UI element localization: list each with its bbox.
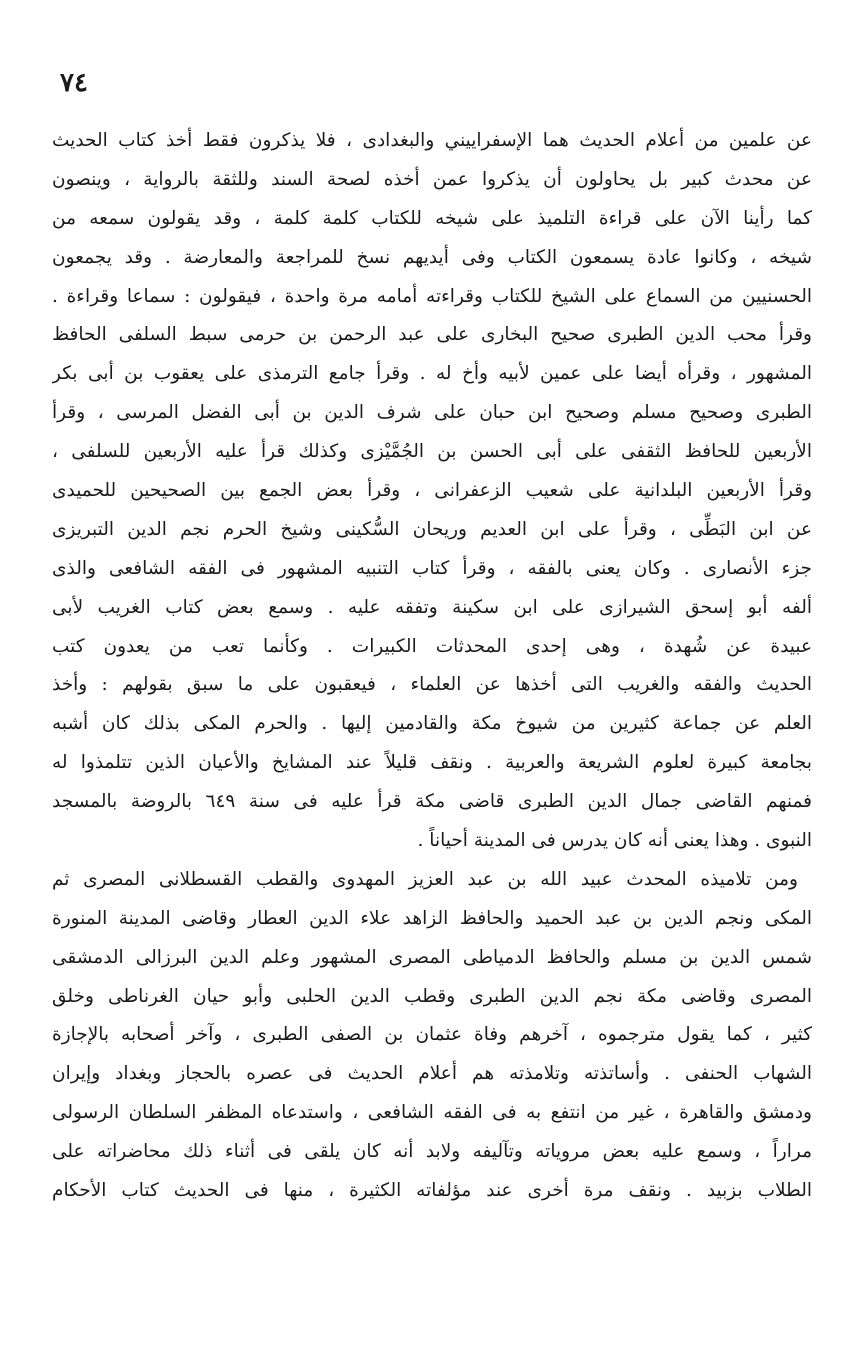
page-number: ٧٤ xyxy=(60,68,88,98)
text-line: وقرأ محب الدين الطبرى صحيح البخارى على عبد الرحمن بن حرمى سبط السلفى الحافظ xyxy=(52,324,812,346)
text-line: الحسنيين من السماع على الشيخ للكتاب وقراءته أمامه مرة واحدة ، فيقولون : سماعا وقراءة . xyxy=(52,285,812,307)
text-line: ألفه أبو إسحق الشيرازى على ابن سكينة وتفقه عليه . وسمع بعض كتاب الغريب لأبى xyxy=(52,596,812,618)
text-line: الطلاب بزبيد . ونقف مرة أخرى عند مؤلفاته الكثيرة ، منها فى الحديث كتاب الأحكام xyxy=(52,1180,812,1202)
text-line: العلم عن جماعة كثيرين من شيوخ مكة والقادمين إليها . والحرم المكى بذلك كان أشبه xyxy=(52,713,812,735)
text-line: الشهاب الحنفى . وأساتذته وتلامذته هم أعلام الحديث فى عصره بالحجاز وبغداد وإيران xyxy=(52,1063,812,1085)
text-line: ومن تلاميذه المحدث عبيد الله بن عبد العزيز المهدوى والقطب القسطلانى المصرى ثم xyxy=(52,868,798,890)
text-line: عبيدة عن شُهدة ، وهى إحدى المحدثات الكبيرات . وكأنما تعب من يعدون كتب xyxy=(52,635,812,657)
body-text xyxy=(52,122,812,1211)
text-line: الحديث والفقه والغريب التى أخذها عن العلماء ، فيعقبون على ما سبق بقولهم : وأخذ xyxy=(52,674,812,696)
text-line: المكى ونجم الدين بن عبد الحميد والحافظ الزاهد علاء الدين العطار وقاضى المدينة المنورة xyxy=(52,907,812,929)
text-line: كثير ، كما يقول مترجموه ، آخرهم وفاة عثمان بن الصفى الطبرى ، وآخر أصحابه بالإجازة xyxy=(52,1024,812,1046)
text-line: المشهور ، وقرأه أيضا على عمين لأبيه وأخ له . وقرأ جامع الترمذى على يعقوب بن أبى بكر xyxy=(52,363,812,385)
text-line: كما رأينا الآن على قراءة التلميذ على شيخه للكتاب كلمة كلمة ، وقد يقولون سمعه من xyxy=(52,207,812,229)
text-line: الأربعين للحافظ الثقفى على أبى الحسن بن الجُمَّيْزى وكذلك قرأ عليه الأربعين للسلفى ، xyxy=(52,441,812,463)
text-line: شمس الدين بن مسلم والحافظ الدمياطى المصرى المشهور وعلم الدين البرزالى الدمشقى xyxy=(52,946,812,968)
text-line: وقرأ الأربعين البلدانية على شعيب الزعفرانى ، وقرأ بعض الجمع بين الصحيحين للحميدى xyxy=(52,480,812,502)
text-line: عن محدث كبير بل يحاولون أن يذكروا عمن أخذه لصحة السند وللثقة بالرواية ، وينصون xyxy=(52,168,812,190)
text-line: بجامعة كبيرة لعلوم الشريعة والعربية . ونقف قليلاً عند المشايخ والأعيان الذين تتلمذوا له xyxy=(52,752,812,774)
text-line: فمنهم القاضى جمال الدين الطبرى قاضى مكة قرأ عليه فى سنة ٦٤٩ بالروضة بالمسجد xyxy=(52,791,812,813)
text-line: عن علمين من أعلام الحديث هما الإسفراييني والبغدادى ، فلا يذكرون فقط أخذ كتاب الحديث xyxy=(52,130,812,151)
text-line: المصرى وقاضى مكة نجم الدين الطبرى وقطب الدين الحلبى وأبو حيان الغرناطى وخلق xyxy=(52,985,812,1007)
text-line: ودمشق والقاهرة ، غير من انتفع به فى الفقه الشافعى ، واستدعاه المظفر السلطان الرسولى xyxy=(52,1102,812,1124)
text-line: النبوى . وهذا يعنى أنه كان يدرس فى المدينة أحياناً . xyxy=(417,830,812,852)
text-line: الطبرى وصحيح مسلم وصحيح ابن حبان على شرف الدين بن أبى الفضل المرسى ، وقرأ xyxy=(52,402,812,424)
text-line: جزء الأنصارى . وكان يعنى بالفقه ، وقرأ كتاب التنبيه المشهور فى الفقه الشافعى والذى xyxy=(52,557,812,579)
text-line: مراراً ، وسمع عليه بعض مروياته وتآليفه ولابد أنه كان يلقى فى أثناء ذلك محاضراته على xyxy=(52,1141,812,1163)
text-line: عن ابن البَطِّى ، وقرأ على ابن العديم وريحان السُّكينى وشيخ الحرم نجم الدين التبريزى xyxy=(52,518,812,540)
text-line: شيخه ، وكانوا عادة يسمعون الكتاب وفى أيديهم نسخ للمراجعة والمعارضة . وقد يجمعون xyxy=(52,246,812,268)
